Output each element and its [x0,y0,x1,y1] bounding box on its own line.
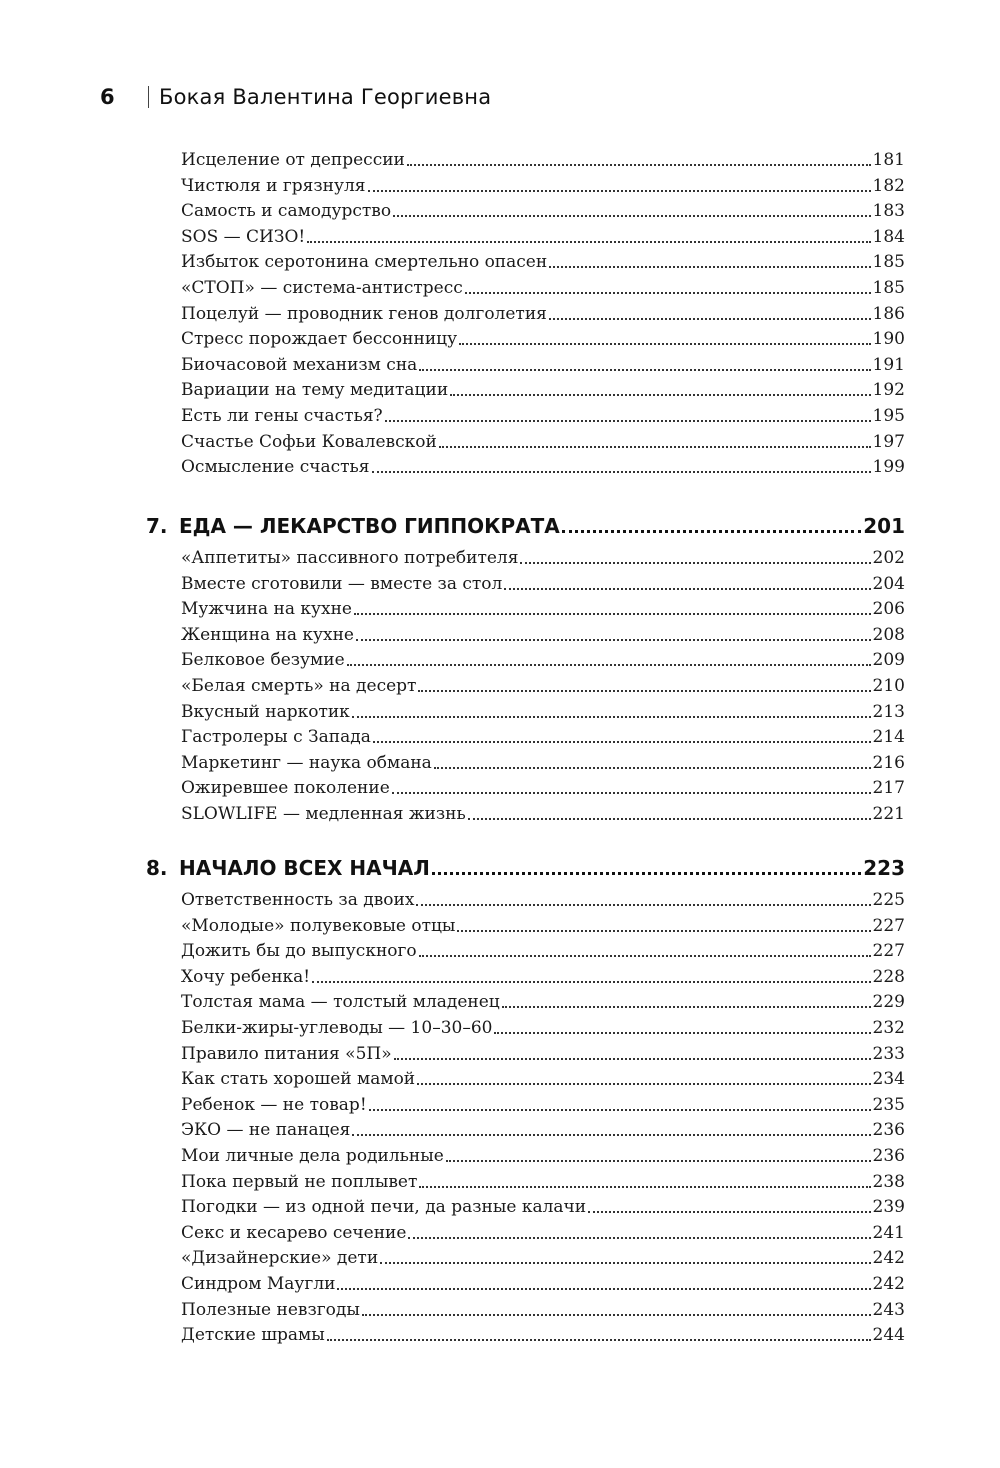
page-ref: 192 [872,380,905,401]
dot-leader [432,872,861,875]
page-ref: 221 [872,804,905,824]
page-ref: 202 [872,548,905,568]
page-ref: 185 [872,278,905,298]
page-ref: 236 [872,1120,905,1141]
toc-entry [181,273,905,298]
toc-entry [181,799,905,824]
page-ref: 241 [872,1222,905,1243]
page-ref: 235 [872,1094,905,1115]
entry-title: Толстая мама — толстый младенец [181,992,500,1013]
entry-title: Исцеление от депрессии [181,150,405,170]
dot-leader [352,1134,870,1136]
entry-title: Мои личные дела родильные [181,1146,444,1166]
page-ref: 195 [872,406,905,426]
page-ref: 238 [872,1171,905,1192]
entry-title: Стресс порождает бессонницу [181,329,458,350]
dot-leader [465,292,871,294]
toc-entry [181,247,905,272]
toc-entry [181,171,905,196]
entry-title: Дожить бы до выпускного [181,941,417,962]
page-ref: 233 [872,1043,905,1064]
page-ref: 244 [872,1325,905,1346]
page-ref: 228 [872,966,905,987]
entry-title: «СТОП» — система-антистресс [181,278,463,298]
page-ref: 242 [872,1274,905,1294]
toc-entry [181,1269,905,1294]
entry-title: Мужчина на кухне [181,599,352,620]
entry-title: Как стать хорошей мамой [181,1069,416,1090]
header-divider [148,86,149,108]
entry-title: Осмысление счастья [181,457,370,478]
page-ref: 239 [872,1197,905,1218]
toc-entry [181,697,905,722]
toc-entry [181,543,905,568]
toc-entry [181,222,905,247]
dot-leader [457,930,870,932]
toc-entry [181,350,905,375]
dot-leader [434,767,871,769]
dot-leader [468,818,871,820]
dot-leader [504,588,870,590]
page-ref: 208 [872,624,905,645]
toc-entry [181,594,905,619]
toc-entry [181,196,905,221]
toc-entry [181,1192,905,1217]
toc-entry [181,620,905,645]
toc-entry [181,375,905,400]
dot-leader [327,1339,871,1341]
chapter-number: 8. [146,856,168,880]
dot-leader [373,741,871,743]
entry-title: Самость и самодурство [181,201,392,222]
dot-leader [419,1186,870,1188]
entry-title: Ожиревшее поколение [181,778,390,799]
dot-leader [407,164,871,166]
dot-leader [562,530,862,533]
toc-entry [181,452,905,477]
entry-title: Вкусный наркотик [181,701,350,722]
entry-title: Белки-жиры-углеводы — 10–30–60 [181,1018,493,1038]
page-ref: 232 [872,1018,905,1038]
dot-leader [352,716,871,718]
entry-title: Есть ли гены счастья? [181,406,383,426]
entry-title: Гастролеры с Запада [181,727,371,748]
page-ref: 183 [872,201,905,222]
entry-title: Вместе сготовили — вместе за стол [181,573,503,594]
page-ref: 190 [872,329,905,350]
page-ref: 206 [872,599,905,620]
dot-leader [356,639,871,641]
toc-entry [181,1141,905,1166]
toc-entry [181,1064,905,1089]
page-ref: 185 [872,252,905,273]
entry-title: Погодки — из одной печи, да разные калачи [181,1197,587,1218]
dot-leader [417,1083,870,1085]
page-ref: 201 [863,514,905,538]
toc-entry [181,645,905,670]
entry-title: Правило питания «5П» [181,1043,392,1064]
dot-leader [549,318,871,320]
dot-leader [347,664,871,666]
entry-title: Женщина на кухне [181,624,354,645]
entry-title: Хочу ребенка! [181,966,311,987]
page-ref: 234 [872,1069,905,1090]
author-name: Бокая Валентина Георгиевна [159,85,492,109]
toc-entry [181,1320,905,1345]
dot-leader [393,215,870,217]
entry-title: Поцелуй — проводник генов долголетия [181,303,547,324]
entry-title: Биочасовой механизм сна [181,354,418,375]
dot-leader [408,1237,870,1239]
page-ref: 181 [872,150,905,170]
page-ref: 242 [872,1248,905,1269]
page-ref: 217 [872,778,905,799]
dot-leader [419,955,871,957]
page-ref: 186 [872,303,905,324]
dot-leader [368,190,871,192]
dot-leader [418,690,870,692]
toc-entry [181,1243,905,1268]
chapter-number: 7. [146,514,168,538]
dot-leader [494,1032,870,1034]
entry-title: Детские шрамы [181,1325,325,1346]
page-ref: 209 [872,650,905,671]
toc-entry [181,569,905,594]
entry-title: SLOWLIFE — медленная жизнь [181,804,466,824]
page-ref: 227 [872,915,905,936]
chapter-heading [146,850,905,880]
dot-leader [394,1058,871,1060]
page-ref: 229 [872,992,905,1013]
entry-title: «Белая смерть» на десерт [181,676,417,696]
dot-leader [307,241,870,243]
entry-title: Маркетинг — наука обмана [181,752,432,773]
entry-title: Вариации на тему медитации [181,380,449,401]
toc-entry [181,1013,905,1038]
page-ref: 182 [872,175,905,196]
toc-entry [181,1167,905,1192]
entry-title: Полезные невзгоды [181,1299,360,1320]
entry-title: Чистюля и грязнуля [181,175,366,196]
toc-entry [181,722,905,747]
entry-title: Секс и кесарево сечение [181,1222,407,1243]
entry-title: «Аппетиты» пассивного потребителя [181,548,519,568]
entry-title: Пока первый не поплывет [181,1171,418,1192]
page-ref: 184 [872,226,905,247]
toc-entry [181,1090,905,1115]
toc-entry [181,885,905,910]
page-ref: 227 [872,941,905,962]
running-header [100,82,491,112]
page-ref: 223 [863,856,905,880]
dot-leader [588,1211,870,1213]
toc-entry [181,1295,905,1320]
chapter-title: НАЧАЛО ВСЕХ НАЧАЛ [179,856,430,880]
dot-leader [459,343,870,345]
dot-leader [369,1109,871,1111]
toc-entry [181,911,905,936]
page-ref: 197 [872,431,905,452]
entry-title: SOS — СИЗО! [181,226,306,247]
toc-entry [181,748,905,773]
dot-leader [362,1314,871,1316]
chapter-heading [146,508,905,538]
toc-entry [181,145,905,170]
dot-leader [502,1006,871,1008]
entry-title: Белковое безумие [181,650,345,671]
toc-entry [181,324,905,349]
page-ref: 216 [872,752,905,773]
page-ref: 199 [872,457,905,478]
entry-title: Ребенок — не товар! [181,1094,367,1115]
page-ref: 243 [872,1299,905,1320]
toc-entry [181,987,905,1012]
toc-entry [181,1115,905,1140]
dot-leader [450,394,870,396]
dot-leader [520,562,870,564]
entry-title: Синдром Маугли [181,1274,336,1294]
entry-title: «Дизайнерские» дети [181,1248,379,1269]
chapter-title: ЕДА — ЛЕКАРСТВО ГИППОКРАТА [179,514,560,538]
page-ref: 225 [872,890,905,910]
toc-entry [181,773,905,798]
dot-leader [380,1262,870,1264]
toc-entry [181,936,905,961]
dot-leader [354,613,871,615]
page-ref: 210 [872,676,905,696]
dot-leader [419,369,870,371]
page-ref: 213 [872,701,905,722]
toc-entry [181,1218,905,1243]
dot-leader [446,1160,871,1162]
entry-title: Ответственность за двоих [181,890,415,910]
toc-entry [181,299,905,324]
page-ref: 214 [872,727,905,748]
toc-entry [181,671,905,696]
toc-entry [181,1039,905,1064]
page-ref: 191 [872,354,905,375]
dot-leader [549,266,870,268]
page-number: 6 [100,85,115,109]
entry-title: ЭКО — не панацея [181,1120,351,1141]
page-ref: 236 [872,1146,905,1166]
toc-entry [181,962,905,987]
dot-leader [416,904,870,906]
dot-leader [392,792,871,794]
entry-title: Избыток серотонина смертельно опасен [181,252,548,273]
page-ref: 204 [872,573,905,594]
dot-leader [385,420,871,422]
dot-leader [337,1288,870,1290]
toc-entry [181,401,905,426]
dot-leader [372,471,871,473]
entry-title: «Молодые» полувековые отцы [181,915,456,936]
entry-title: Счастье Софьи Ковалевской [181,431,437,452]
dot-leader [312,981,870,983]
toc-entry [181,427,905,452]
dot-leader [439,446,871,448]
